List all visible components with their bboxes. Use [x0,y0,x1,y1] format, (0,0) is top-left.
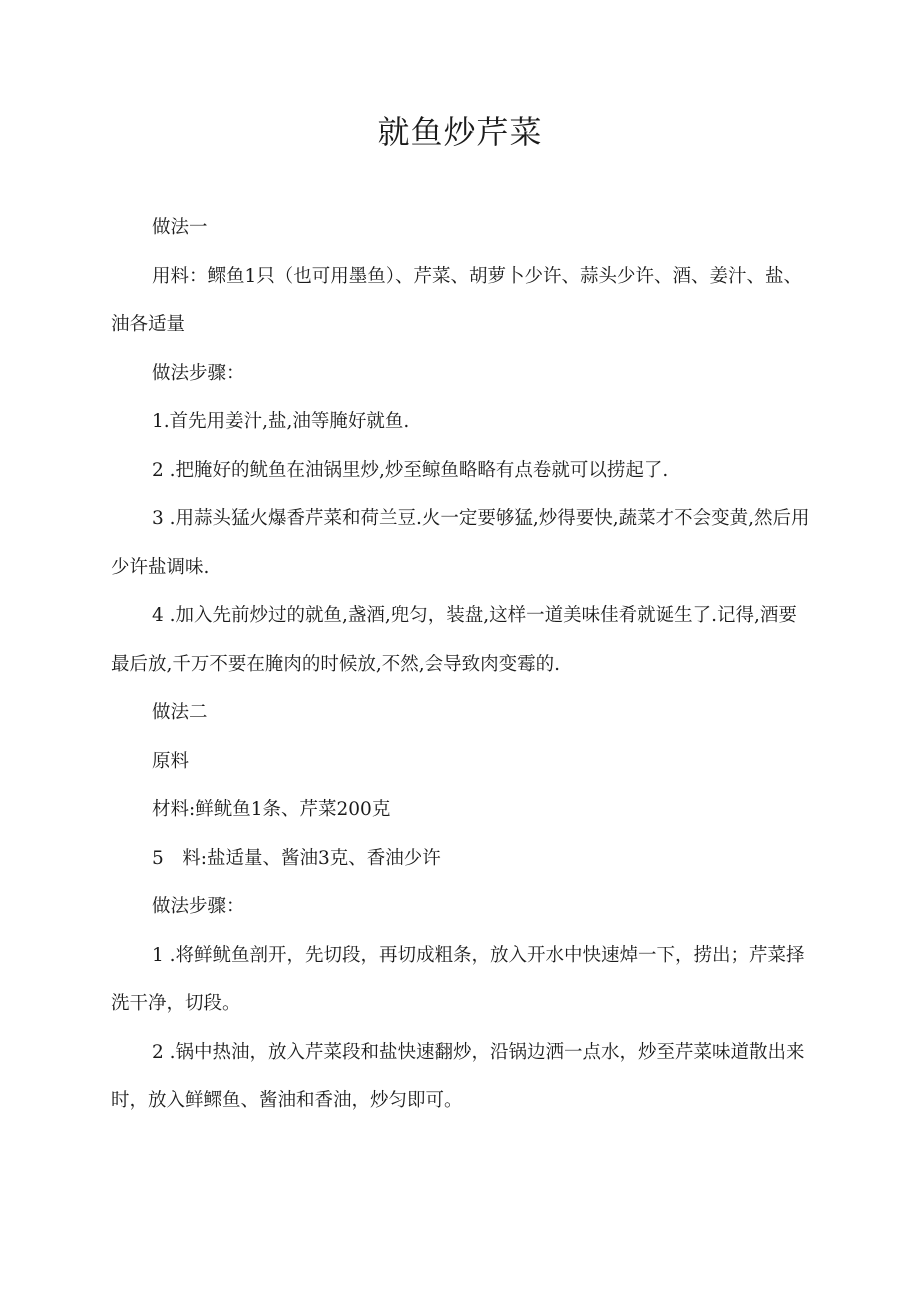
seasoning-text: 5 料:盐适量、酱油3克、香油少许 [152,847,441,869]
step-item: 2 .把腌好的鱿鱼在油锅里炒,炒至鲸鱼略略有点卷就可以捞起了. [152,459,669,481]
step-item: 3 .用蒜头猛火爆香芹菜和荷兰豆.火一定要够猛,炒得要快,蔬菜才不会变黄,然后用少许盐调味. [111,508,810,578]
step-item: 4 .加入先前炒过的就鱼,盏酒,兜匀，装盘,这样一道美味佳肴就诞生了.记得,酒要最后放,千万不要在腌肉的时候放,不然,会导致肉变霉的. [111,605,797,675]
materials-text: 材料:鲜鱿鱼1条、芹菜200克 [152,799,391,820]
recipe-body [111,204,811,1126]
ingredients-text: 用料：鳏鱼1只（也可用墨鱼）、芹菜、胡萝卜少许、蒜头少许、酒、姜汁、盐、油各适量 [111,265,803,335]
step-item: 2 .锅中热油，放入芹菜段和盐快速翻炒，沿锅边洒一点水，炒至芹菜味道散出来时，放入鲜鳏鱼、酱油和香油，炒匀即可。 [111,1041,805,1111]
steps-heading: 做法步骤： [152,896,245,917]
steps-heading: 做法步骤： [152,362,245,384]
page-title: 就鱼炒芹菜 [377,113,543,151]
raw-materials-heading: 原料 [152,750,190,772]
method-heading: 做法一 [152,217,208,238]
method-heading: 做法二 [152,702,208,723]
step-item: 1 .将鲜鱿鱼剖开，先切段，再切成粗条，放入开水中快速焯一下，捞出；芹菜择洗干净，切段。 [111,944,805,1014]
step-item: 1.首先用姜汁,盐,油等腌好就鱼. [152,411,410,432]
